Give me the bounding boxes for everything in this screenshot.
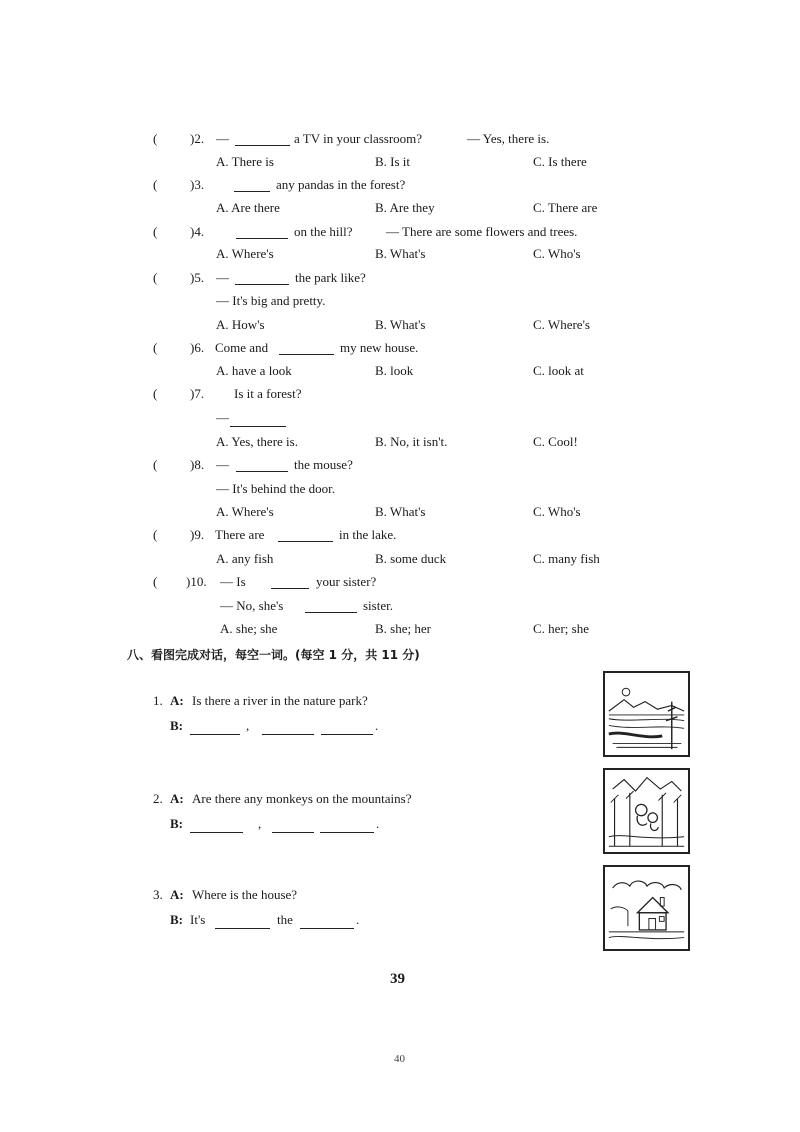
question-text: any pandas in the forest? <box>276 177 406 192</box>
option-c: C. Is there <box>533 154 587 169</box>
question-reply: — It's behind the door. <box>216 481 335 496</box>
option-b: B. What's <box>375 246 426 261</box>
option-c: C. Who's <box>533 504 581 519</box>
speaker-b-label: B: <box>170 912 183 927</box>
answer-blank[interactable] <box>278 529 333 542</box>
option-b: B. some duck <box>375 551 447 566</box>
option-b: B. What's <box>375 317 426 332</box>
dialogue-number: 1. <box>153 693 163 708</box>
question-reply: — It's big and pretty. <box>216 293 326 308</box>
question-number: )6. <box>190 340 205 355</box>
option-c: C. Where's <box>533 317 590 332</box>
option-a: A. have a look <box>216 363 292 378</box>
answer-blank[interactable] <box>236 226 288 239</box>
dialogue-number: 2. <box>153 791 163 806</box>
option-a: A. How's <box>216 317 265 332</box>
option-c: C. many fish <box>533 551 600 566</box>
option-a: A. Where's <box>216 246 274 261</box>
answer-blank[interactable] <box>271 576 309 589</box>
question-text: — Is <box>220 574 246 589</box>
speaker-b-label: B: <box>170 816 183 831</box>
footer-page-number: 40 <box>394 1053 405 1065</box>
river-landscape-icon <box>605 673 688 755</box>
question-number: )5. <box>190 270 205 285</box>
answer-paren: ( <box>153 131 158 146</box>
end-period: . <box>375 718 379 733</box>
answer-blank[interactable] <box>262 722 314 735</box>
page-number: 39 <box>390 971 405 987</box>
option-a: A. she; she <box>220 621 278 636</box>
option-b: B. What's <box>375 504 426 519</box>
question-number: )3. <box>190 177 205 192</box>
question-text: on the hill? <box>294 224 353 239</box>
question-text: the mouse? <box>294 457 353 472</box>
answer-blank[interactable] <box>321 722 373 735</box>
answer-blank[interactable] <box>300 916 354 929</box>
question-number: )4. <box>190 224 205 239</box>
option-a: A. any fish <box>216 551 274 566</box>
option-a: A. There is <box>216 154 274 169</box>
question-text: Come and <box>215 340 269 355</box>
speaker-a-text: Where is the house? <box>192 887 298 902</box>
monkey-icon <box>605 770 688 852</box>
option-a: A. Are there <box>216 200 280 215</box>
question-reply: — No, she's <box>220 598 284 613</box>
question-text-end: your sister? <box>316 574 377 589</box>
answer-blank[interactable] <box>305 600 357 613</box>
answer-blank[interactable] <box>230 414 286 427</box>
speaker-b-text: It's <box>190 912 206 927</box>
end-period: . <box>376 816 380 831</box>
question-text: a TV in your classroom? <box>294 131 423 146</box>
question-reply: — Yes, there is. <box>467 131 550 146</box>
speaker-a-text: Are there any monkeys on the mountains? <box>192 791 412 806</box>
option-b: B. Is it <box>375 154 411 169</box>
option-b: B. she; her <box>375 621 431 636</box>
question-text: the park like? <box>295 270 366 285</box>
answer-blank[interactable] <box>215 916 270 929</box>
answer-blank[interactable] <box>272 820 314 833</box>
question-reply-dash: — <box>216 410 229 425</box>
answer-paren: ( <box>153 177 158 192</box>
end-period: . <box>356 912 360 927</box>
question-number: )8. <box>190 457 205 472</box>
speaker-b-label: B: <box>170 718 183 733</box>
question-dash: — <box>216 270 229 285</box>
answer-paren: ( <box>153 340 158 355</box>
option-c: C. There are <box>533 200 598 215</box>
option-a: A. Where's <box>216 504 274 519</box>
question-reply-end: sister. <box>363 598 393 613</box>
dialogue-number: 3. <box>153 887 163 902</box>
answer-blank[interactable] <box>236 459 288 472</box>
answer-blank[interactable] <box>234 179 270 192</box>
question-reply: — There are some flowers and trees. <box>386 224 578 239</box>
answer-blank[interactable] <box>190 722 240 735</box>
answer-paren: ( <box>153 527 158 542</box>
option-c: C. Cool! <box>533 434 578 449</box>
house-icon <box>605 867 688 949</box>
speaker-a-label: A: <box>170 887 184 902</box>
section-heading: 八、看图完成对话，每空一词。(每空 1 分，共 11 分) <box>127 648 420 662</box>
question-text: Is it a forest? <box>234 386 302 401</box>
answer-blank[interactable] <box>320 820 374 833</box>
answer-blank[interactable] <box>235 272 289 285</box>
question-text-end: in the lake. <box>339 527 397 542</box>
house-picture <box>603 865 690 951</box>
monkeys-trees-picture <box>603 768 690 854</box>
answer-paren: ( <box>153 386 158 401</box>
question-number: )7. <box>190 386 205 401</box>
answer-paren: ( <box>153 574 158 589</box>
separator-comma: , <box>246 718 250 733</box>
option-c: C. her; she <box>533 621 589 636</box>
speaker-b-text-mid: the <box>277 912 293 927</box>
answer-blank[interactable] <box>279 342 334 355</box>
question-dash: — <box>216 131 229 146</box>
speaker-a-text: Is there a river in the nature park? <box>192 693 368 708</box>
option-b: B. look <box>375 363 414 378</box>
option-b: B. No, it isn't. <box>375 434 448 449</box>
question-number: )9. <box>190 527 205 542</box>
question-text-end: my new house. <box>340 340 419 355</box>
separator-comma: , <box>258 816 262 831</box>
question-dash: — <box>216 457 229 472</box>
answer-paren: ( <box>153 224 158 239</box>
answer-blank[interactable] <box>190 820 243 833</box>
speaker-a-label: A: <box>170 693 184 708</box>
option-a: A. Yes, there is. <box>216 434 298 449</box>
river-landscape-picture <box>603 671 690 757</box>
option-c: C. look at <box>533 363 584 378</box>
speaker-a-label: A: <box>170 791 184 806</box>
answer-blank[interactable] <box>235 133 290 146</box>
answer-paren: ( <box>153 270 158 285</box>
option-b: B. Are they <box>375 200 435 215</box>
question-number: )2. <box>190 131 205 146</box>
answer-paren: ( <box>153 457 158 472</box>
question-number: )10. <box>186 574 207 589</box>
question-text: There are <box>215 527 265 542</box>
option-c: C. Who's <box>533 246 581 261</box>
